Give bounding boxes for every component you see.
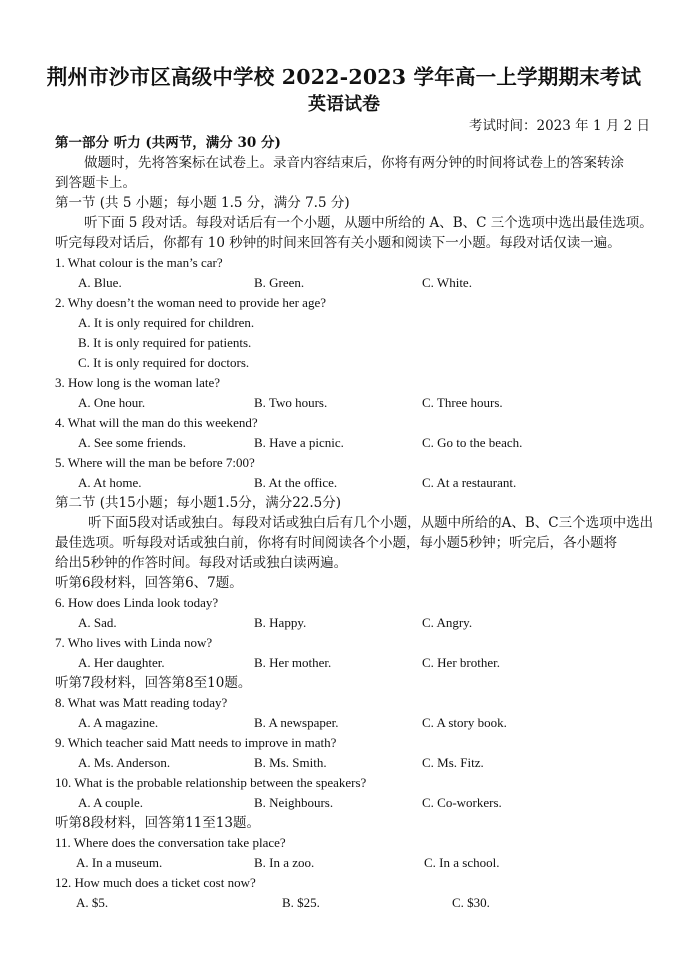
question-1-option-b: B. Green. xyxy=(254,275,305,290)
section1-heading: 第一节 (共 5 小题；每小题 1.5 分，满分 7.5 分) xyxy=(55,195,350,211)
question-8-stem: 8. What was Matt reading today? xyxy=(55,695,228,710)
part1-instruction-line1: 做题时，先将答案标在试卷上。录音内容结束后，你将有两分钟的时间将试卷上的答案转涂 xyxy=(84,155,624,171)
question-9-option-b: B. Ms. Smith. xyxy=(254,755,327,770)
question-8-option-c: C. A story book. xyxy=(422,715,507,730)
material-7-note: 听第7段材料，回答第8至10题。 xyxy=(55,675,252,691)
question-4-option-c: C. Go to the beach. xyxy=(422,435,523,450)
question-9-option-a: A. Ms. Anderson. xyxy=(78,755,171,770)
question-3-option-b: B. Two hours. xyxy=(254,395,328,410)
question-10-option-b: B. Neighbours. xyxy=(254,795,334,810)
question-2-option-b: B. It is only required for patients. xyxy=(78,335,252,350)
question-2-stem: 2. Why doesn’t the woman need to provide her age? xyxy=(55,295,326,310)
question-7-option-a: A. Her daughter. xyxy=(78,655,165,670)
question-6-stem: 6. How does Linda look today? xyxy=(55,595,219,610)
section2-instruction-line1: 听下面5段对话或独白。每段对话或独白后有几个小题，从题中所给的A、B、C三个选项中选出 xyxy=(88,515,654,531)
question-11-option-b: B. In a zoo. xyxy=(254,855,315,870)
question-6-option-c: C. Angry. xyxy=(422,615,473,630)
question-6-option-b: B. Happy. xyxy=(254,615,307,630)
question-8-option-b: B. A newspaper. xyxy=(254,715,339,730)
question-7-stem: 7. Who lives with Linda now? xyxy=(55,635,213,650)
question-10-option-c: C. Co-workers. xyxy=(422,795,502,810)
material-6-note: 听第6段材料，回答第6、7题。 xyxy=(55,575,243,591)
question-4-option-a: A. See some friends. xyxy=(78,435,186,450)
section2-instruction-line2: 最佳选项。听每段对话或独白前，你将有时间阅读各个小题，每小题5秒钟；听完后，各小题将 xyxy=(55,535,618,551)
question-1-option-a: A. Blue. xyxy=(78,275,122,290)
section1-instruction-line1: 听下面 5 段对话。每段对话后有一个小题，从题中所给的 A、B、C 三个选项中选出最佳选项。 xyxy=(84,215,653,231)
exam-subtitle: 英语试卷 xyxy=(308,94,380,115)
question-1-option-c: C. White. xyxy=(422,275,472,290)
question-7-option-c: C. Her brother. xyxy=(422,655,500,670)
exam-title: 荆州市沙市区高级中学校 2022-2023 学年高一上学期期末考试 xyxy=(46,65,642,89)
question-10-stem: 10. What is the probable relationship between the speakers? xyxy=(55,775,367,790)
question-11-option-a: A. In a museum. xyxy=(76,855,163,870)
question-2-option-a: A. It is only required for children. xyxy=(78,315,255,330)
question-11-stem: 11. Where does the conversation take place? xyxy=(55,835,286,850)
question-4-stem: 4. What will the man do this weekend? xyxy=(55,415,258,430)
question-5-option-c: C. At a restaurant. xyxy=(422,475,517,490)
question-5-stem: 5. Where will the man be before 7:00? xyxy=(55,455,255,470)
question-2-option-c: C. It is only required for doctors. xyxy=(78,355,250,370)
material-8-note: 听第8段材料，回答第11至13题。 xyxy=(55,815,260,831)
question-1-stem: 1. What colour is the man’s car? xyxy=(55,255,223,270)
question-12-stem: 12. How much does a ticket cost now? xyxy=(55,875,256,890)
question-12-option-a: A. $5. xyxy=(76,895,109,910)
question-3-option-c: C. Three hours. xyxy=(422,395,503,410)
section2-instruction-line3: 给出5秒钟的作答时间。每段对话或独白读两遍。 xyxy=(55,555,348,571)
section2-heading: 第二节 (共15小题；每小题1.5分，满分22.5分) xyxy=(55,495,342,511)
question-10-option-a: A. A couple. xyxy=(78,795,143,810)
exam-time: 考试时间：2023 年 1 月 2 日 xyxy=(469,118,650,134)
question-3-stem: 3. How long is the woman late? xyxy=(55,375,220,390)
question-6-option-a: A. Sad. xyxy=(78,615,117,630)
question-11-option-c: C. In a school. xyxy=(424,855,500,870)
question-9-option-c: C. Ms. Fitz. xyxy=(422,755,484,770)
question-4-option-b: B. Have a picnic. xyxy=(254,435,344,450)
question-5-option-b: B. At the office. xyxy=(254,475,338,490)
part1-heading: 第一部分 听力 (共两节，满分 30 分) xyxy=(55,135,281,151)
section1-instruction-line2: 听完每段对话后，你都有 10 秒钟的时间来回答有关小题和阅读下一小题。每段对话仅读一遍。 xyxy=(55,235,621,251)
question-7-option-b: B. Her mother. xyxy=(254,655,332,670)
question-12-option-c: C. $30. xyxy=(452,895,490,910)
question-12-option-b: B. $25. xyxy=(282,895,320,910)
question-8-option-a: A. A magazine. xyxy=(78,715,159,730)
question-3-option-a: A. One hour. xyxy=(78,395,146,410)
question-9-stem: 9. Which teacher said Matt needs to improve in math? xyxy=(55,735,337,750)
part1-instruction-line2: 到答题卡上。 xyxy=(55,175,136,191)
question-5-option-a: A. At home. xyxy=(78,475,142,490)
